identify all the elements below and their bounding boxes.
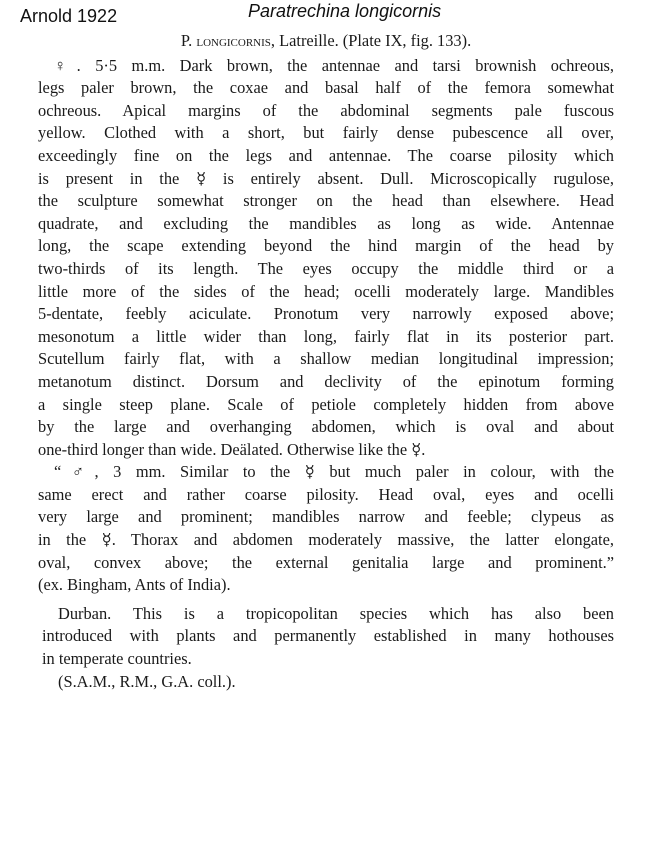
species-account xyxy=(38,30,614,693)
text-line: yellow. Clothed with a short, but fairly dense pubescence all over, xyxy=(38,123,614,143)
text-line: 5-dentate, feebly aciculate. Pronotum very narrowly exposed above; xyxy=(38,304,614,324)
text-line: long, the scape extending beyond the hind margin of the head by xyxy=(38,236,614,256)
header-author-year: Arnold 1922 xyxy=(20,6,118,26)
text-line: one-third longer than wide. Deälated. Otherwise like the ☿. xyxy=(38,439,426,459)
species-heading xyxy=(38,30,614,53)
text-line: Durban. This is a tropicopolitan species which has also been xyxy=(58,603,614,623)
text-line: (S.A.M., R.M., G.A. coll.). xyxy=(58,671,236,691)
distribution-paragraph xyxy=(42,603,614,671)
text-line: mesonotum a little wider than long, fairly flat in its posterior part. xyxy=(38,326,614,346)
text-line: a single steep plane. Scale of petiole completely hidden from above xyxy=(38,394,614,414)
heading-species: longicornis xyxy=(196,31,271,50)
collections-line xyxy=(42,671,614,694)
text-line: two-thirds of its length. The eyes occupy the middle third or a xyxy=(38,258,614,278)
text-line: little more of the sides of the head; ocelli moderately large. Mandibles xyxy=(38,281,614,301)
text-line: introduced with plants and permanently established in many hothouses xyxy=(42,626,614,646)
text-line: Scutellum fairly flat, with a shallow median longitudinal impression; xyxy=(38,349,614,369)
text-line: is present in the ☿ is entirely absent. Dull. Microscopically rugulose, xyxy=(38,168,614,188)
text-line: by the large and overhanging abdomen, which is oval and about xyxy=(38,417,614,437)
text-line: ♀. 5·5 m.m. Dark brown, the antennae and tarsi brownish ochreous, xyxy=(54,55,614,75)
male-description xyxy=(38,461,614,597)
text-line: same erect and rather coarse pilosity. Head oval, eyes and ocelli xyxy=(38,484,614,504)
text-line: metanotum distinct. Dorsum and declivity of the epinotum forming xyxy=(38,371,614,391)
header-taxon-name: Paratrechina longicornis xyxy=(248,1,442,21)
text-line: the sculpture somewhat stronger on the head than elsewhere. Head xyxy=(38,191,614,211)
text-line: very large and prominent; mandibles narrow and feeble; clypeus as xyxy=(38,507,614,527)
heading-authority: , Latreille. (Plate IX, fig. 133). xyxy=(270,31,472,50)
text-line: legs paler brown, the coxae and basal half of the femora somewhat xyxy=(38,78,614,98)
text-line: quadrate, and excluding the mandibles as long as wide. Antennae xyxy=(38,213,614,233)
text-line: (ex. Bingham, Ants of India). xyxy=(38,575,231,595)
female-description xyxy=(38,55,614,462)
text-line: ochreous. Apical margins of the abdominal segments pale fuscous xyxy=(38,100,614,120)
text-line: exceedingly fine on the legs and antennae. The coarse pilosity which xyxy=(38,145,614,165)
text-line: in the ☿. Thorax and abdomen moderately massive, the latter elongate, xyxy=(38,530,614,550)
heading-genus: P. xyxy=(180,31,193,50)
text-line: “♂, 3 mm. Similar to the ☿ but much paler in colour, with the xyxy=(54,462,614,482)
text-line: in temperate countries. xyxy=(42,649,192,669)
text-line: oval, convex above; the external genitalia large and prominent.” xyxy=(38,552,614,572)
